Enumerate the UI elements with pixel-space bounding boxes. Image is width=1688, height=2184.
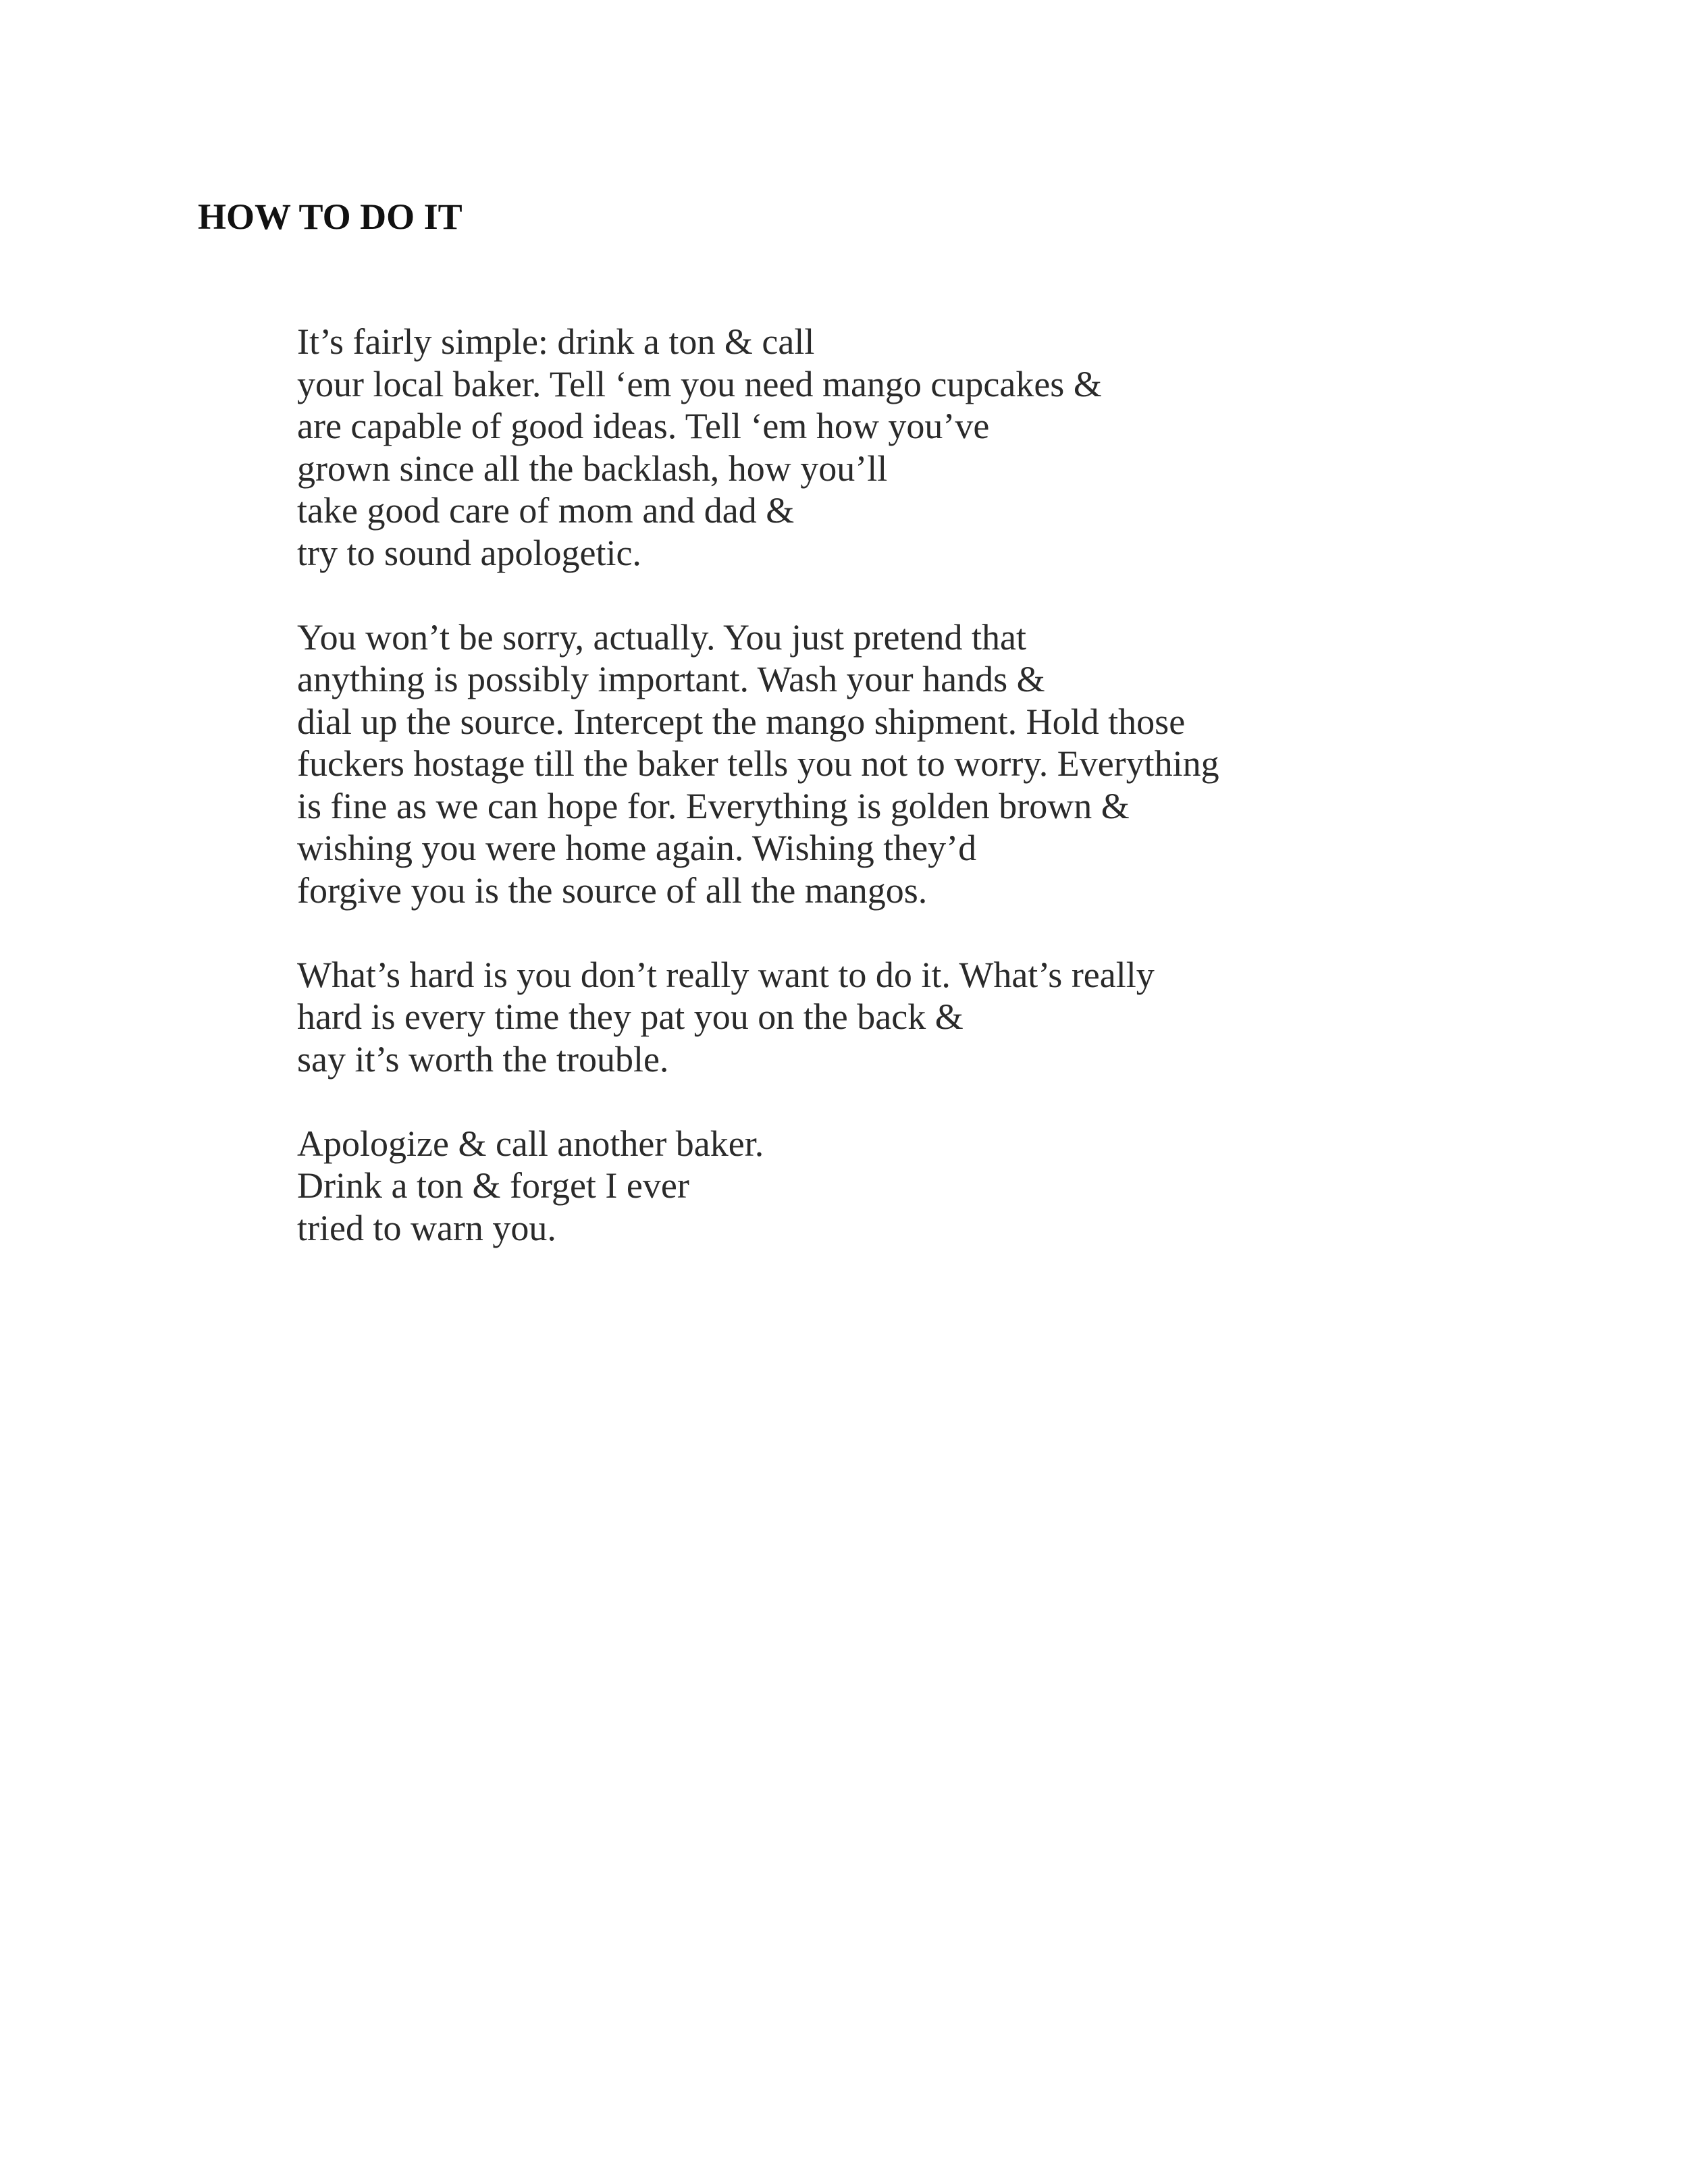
- poem-line: Drink a ton & forget I ever: [297, 1165, 689, 1206]
- poem-line: wishing you were home again. Wishing they’d: [297, 828, 977, 868]
- poem-title: HOW TO DO IT: [198, 196, 463, 237]
- stanza-4: [297, 1123, 1445, 1250]
- stanza-break: [297, 911, 1445, 954]
- stanza-break: [297, 574, 1445, 616]
- poem-body: [297, 321, 1445, 1249]
- poem-line: take good care of mom and dad &: [297, 490, 795, 531]
- poem-line: grown since all the backlash, how you’ll: [297, 448, 888, 489]
- poem-line: fuckers hostage till the baker tells you not to worry. Everything: [297, 743, 1219, 784]
- poem-line: say it’s worth the trouble.: [297, 1038, 669, 1080]
- poem-line: your local baker. Tell ‘em you need mango cupcakes &: [297, 363, 1102, 404]
- poem-line: is fine as we can hope for. Everything is golden brown &: [297, 785, 1130, 826]
- poem-line: It’s fairly simple: drink a ton & call: [297, 321, 815, 362]
- stanza-2: [297, 616, 1445, 912]
- poem-line: are capable of good ideas. Tell ‘em how you’ve: [297, 406, 990, 446]
- poem-line: You won’t be sorry, actually. You just pretend that: [297, 616, 1026, 658]
- poem-line: tried to warn you.: [297, 1207, 556, 1248]
- poem-line: hard is every time they pat you on the back &: [297, 996, 964, 1037]
- poem-line: What’s hard is you don’t really want to do it. What’s really: [297, 954, 1155, 995]
- poem-line: dial up the source. Intercept the mango shipment. Hold those: [297, 701, 1186, 742]
- poem-line: Apologize & call another baker.: [297, 1123, 764, 1164]
- stanza-break: [297, 1080, 1445, 1123]
- poem-line: anything is possibly important. Wash your hands &: [297, 659, 1045, 699]
- poem-line: try to sound apologetic.: [297, 532, 641, 573]
- stanza-3: [297, 954, 1445, 1081]
- poem-line: forgive you is the source of all the mangos.: [297, 870, 928, 911]
- stanza-1: [297, 321, 1445, 574]
